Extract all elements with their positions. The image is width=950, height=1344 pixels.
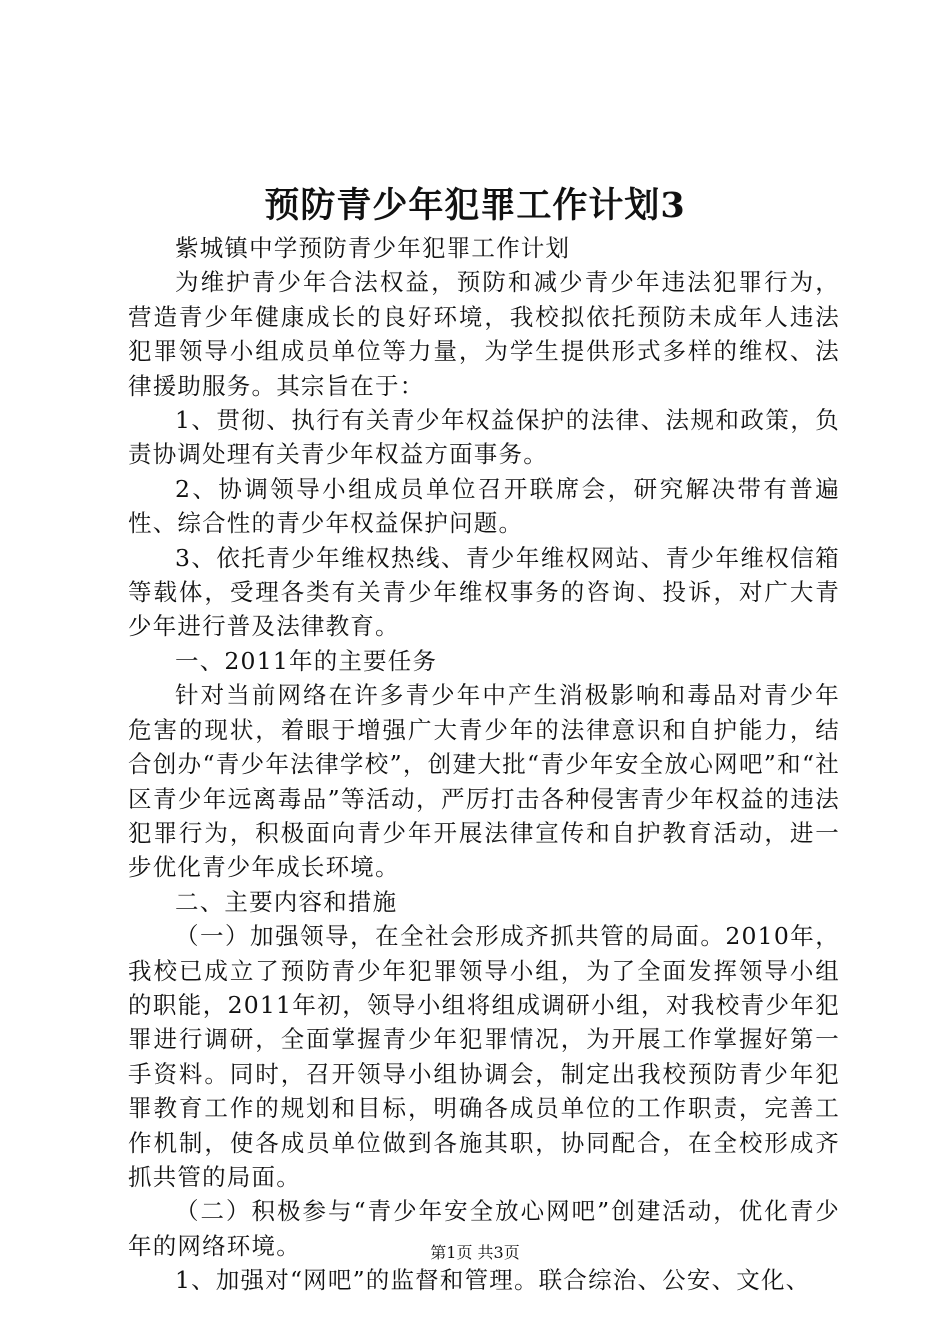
page-footer: 第1页 共3页 bbox=[430, 1243, 520, 1262]
section-heading-1: 一、2011年的主要任务 bbox=[175, 646, 438, 675]
paragraph-measure-2-item-1: 1、加强对“网吧”的监督和管理。联合综治、公安、文化、 bbox=[175, 1266, 811, 1295]
section-heading-2: 二、主要内容和措施 bbox=[175, 887, 398, 916]
paragraph-intro: 为维护青少年合法权益，预防和减少青少年违法犯罪行为，营造青少年健康成长的良好环境，我校拟依托预防未成年人违法犯罪领导小组成员单位等力量，为学生提供形式多样的维权、法律援助服务。其宗旨在于： bbox=[128, 268, 840, 400]
paragraph-measure-2: （二）积极参与“青少年安全放心网吧”创建活动，优化青少年的网络环境。 bbox=[128, 1197, 840, 1260]
paragraph-tasks: 针对当前网络在许多青少年中产生消极影响和毒品对青少年危害的现状，着眼于增强广大青少年的法律意识和自护能力，结合创办“青少年法律学校”，创建大批“青少年安全放心网吧”和“社区青少年远离毒品”等活动，严厉打击各种侵害青少年权益的违法犯罪行为，积极面向青少年开展法律宣传和自护教育活动，进一步优化青少年成长环境。 bbox=[128, 681, 840, 882]
document-title: 预防青少年犯罪工作计划3 bbox=[264, 185, 686, 226]
document-body bbox=[128, 231, 840, 1298]
paragraph-item-2: 2、协调领导小组成员单位召开联席会，研究解决带有普遍性、综合性的青少年权益保护问题。 bbox=[128, 474, 840, 538]
paragraph-item-3: 3、依托青少年维权热线、青少年维权网站、青少年维权信箱等载体，受理各类有关青少年维权事务的咨询、投诉，对广大青少年进行普及法律教育。 bbox=[128, 543, 840, 641]
paragraph-subtitle: 紫城镇中学预防青少年犯罪工作计划 bbox=[175, 234, 571, 262]
paragraph-item-1: 1、贯彻、执行有关青少年权益保护的法律、法规和政策，负责协调处理有关青少年权益方面事务。 bbox=[128, 406, 840, 469]
paragraph-measure-1: （一）加强领导，在全社会形成齐抓共管的局面。2010年，我校已成立了预防青少年犯罪领导小组，为了全面发挥领导小组的职能，2011年初，领导小组将组成调研小组，对我校青少年犯罪进行调研，全面掌握青少年犯罪情况，为开展工作掌握好第一手资料。同时，召开领导小组协调会，制定出我校预防青少年犯罪教育工作的规划和目标，明确各成员单位的工作职责，完善工作机制，使各成员单位做到各施其职，协同配合，在全校形成齐抓共管的局面。 bbox=[128, 922, 840, 1191]
